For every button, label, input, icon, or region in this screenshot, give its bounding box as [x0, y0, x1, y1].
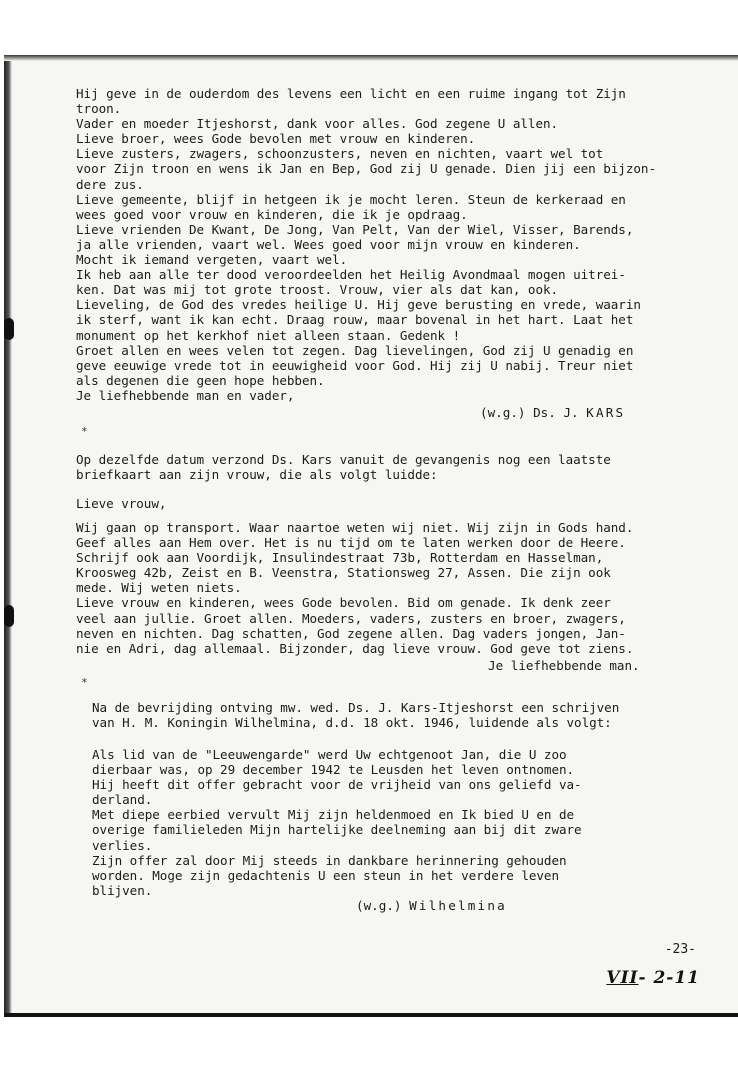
text-line: voor Zijn troon en wens ik Jan en Bep, God zij U genade. Dien jij een bijzon- — [76, 161, 656, 177]
text-line: veel aan jullie. Groet allen. Moeders, vaders, zusters en broer, zwagers, — [76, 610, 626, 626]
text-line: Zijn offer zal door Mij steeds in dankbare herinnering gehouden — [92, 852, 567, 868]
letter-body — [76, 86, 716, 403]
text-line: dere zus. — [76, 176, 144, 192]
text-line: Hij heeft dit offer gebracht voor de vrijheid van ons geliefd va- — [92, 777, 582, 793]
text-line: wees goed voor vrouw en kinderen, die ik je opdraag. — [76, 206, 468, 222]
text-line: Lieveling, de God des vredes heilige U. Hij geve berusting en vrede, waarin — [76, 297, 641, 313]
punch-hole — [4, 318, 14, 340]
text-line: Lieve vrouw en kinderen, wees Gode bevolen. Bid om genade. Ik denk zeer — [76, 595, 611, 611]
text-line: derland. — [92, 792, 153, 808]
handwritten-reference: VII- 2-11 — [606, 968, 700, 988]
royal-intro-paragraph — [92, 700, 732, 730]
text-line: ik sterf, want ik kan echt. Draag rouw, maar bovenal in het hart. Laat het — [76, 312, 634, 328]
text-line: Wij gaan op transport. Waar naartoe weten wij niet. Wij zijn in Gods hand. — [76, 520, 634, 535]
separator-star: * — [81, 676, 88, 689]
text-line: Geef alles aan Hem over. Het is nu tijd om te laten werken door de Heere. — [76, 535, 626, 551]
text-line: van H. M. Koningin Wilhelmina, d.d. 18 okt. 1946, luidende als volgt: — [92, 715, 612, 731]
text-line: worden. Moge zijn gedachtenis U een steun in het verdere leven — [92, 867, 559, 883]
text-line: Lieve zusters, zwagers, schoonzusters, neven en nichten, vaart wel tot — [76, 146, 604, 162]
royal-letter-body — [92, 747, 732, 898]
text-line: briefkaart aan zijn vrouw, die als volgt luidde: — [76, 467, 438, 483]
text-line: ken. Dat was mij tot grote troost. Vrouw, vier als dat kan, ook. — [76, 282, 559, 298]
text-line: ja alle vrienden, vaart wel. Wees goed voor mijn vrouw en kinderen. — [76, 236, 581, 252]
text-line: mede. Wij weten niets. — [76, 580, 242, 596]
text-line: Mocht ik iemand vergeten, vaart wel. — [76, 252, 348, 268]
text-line: Na de bevrijding ontving mw. wed. Ds. J. Kars-Itjeshorst een schrijven — [92, 700, 620, 715]
text-line: Je liefhebbende man en vader, — [76, 387, 295, 403]
text-line: nie en Adri, dag allemaal. Bijzonder, dag lieve vrouw. God geve tot ziens. — [76, 640, 634, 656]
postcard-body — [76, 520, 716, 656]
text-line: als degenen die geen hope hebben. — [76, 372, 325, 388]
postcard-closing: Je liefhebbende man. — [488, 658, 640, 673]
separator-star: * — [81, 425, 88, 438]
intro-paragraph — [76, 452, 716, 482]
text-line: Hij geve in de ouderdom des levens een licht en een ruime ingang tot Zijn — [76, 86, 626, 101]
punch-hole — [4, 605, 14, 627]
royal-signature: (w.g.) Wilhelmina — [356, 898, 507, 913]
text-line: Lieve gemeente, blijf in hetgeen ik je mocht leren. Steun de kerkeraad en — [76, 191, 626, 207]
text-line: blijven. — [92, 882, 153, 898]
text-line: verlies. — [92, 837, 153, 853]
text-line: troon. — [76, 101, 122, 117]
text-line: Lieve broer, wees Gode bevolen met vrouw en kinderen. — [76, 131, 476, 147]
text-line: Met diepe eerbied vervult Mij zijn heldenmoed en Ik bied U en de — [92, 807, 575, 823]
text-line: Groet allen en wees velen tot zegen. Dag lievelingen, God zij U genadig en — [76, 342, 634, 358]
text-line: Als lid van de "Leeuwengarde" werd Uw echtgenoot Jan, die U zoo — [92, 747, 567, 762]
page-number: -23- — [664, 942, 696, 957]
text-line: dierbaar was, op 29 december 1942 te Leusden het leven ontnomen. — [92, 762, 575, 778]
text-line: neven en nichten. Dag schatten, God zegene allen. Dag vaders jongen, Jan- — [76, 625, 626, 641]
text-line: monument op het kerkhof niet alleen staan. Gedenk ! — [76, 327, 461, 343]
text-line: Lieve vrienden De Kwant, De Jong, Van Pelt, Van der Wiel, Visser, Barends, — [76, 221, 634, 237]
text-line: Kroosweg 42b, Zeist en B. Veenstra, Stationsweg 27, Assen. Die zijn ook — [76, 565, 611, 581]
text-line: Op dezelfde datum verzond Ds. Kars vanuit de gevangenis nog een laatste — [76, 452, 611, 467]
letter-signature: (w.g.) Ds. J. KARS — [480, 405, 626, 420]
postcard-salutation: Lieve vrouw, — [76, 496, 167, 511]
text-line: Schrijf ook aan Voordijk, Insulindestraat 73b, Rotterdam en Hasselman, — [76, 550, 604, 566]
text-line: overige familieleden Mijn hartelijke deelneming aan bij dit zware — [92, 822, 582, 838]
text-line: geve eeuwige vrede tot in eeuwigheid voor God. Hij zij U nabij. Treur niet — [76, 357, 634, 373]
text-line: Ik heb aan alle ter dood veroordeelden het Heilig Avondmaal mogen uitrei- — [76, 267, 626, 283]
text-line: Vader en moeder Itjeshorst, dank voor alles. God zegene U allen. — [76, 116, 559, 132]
